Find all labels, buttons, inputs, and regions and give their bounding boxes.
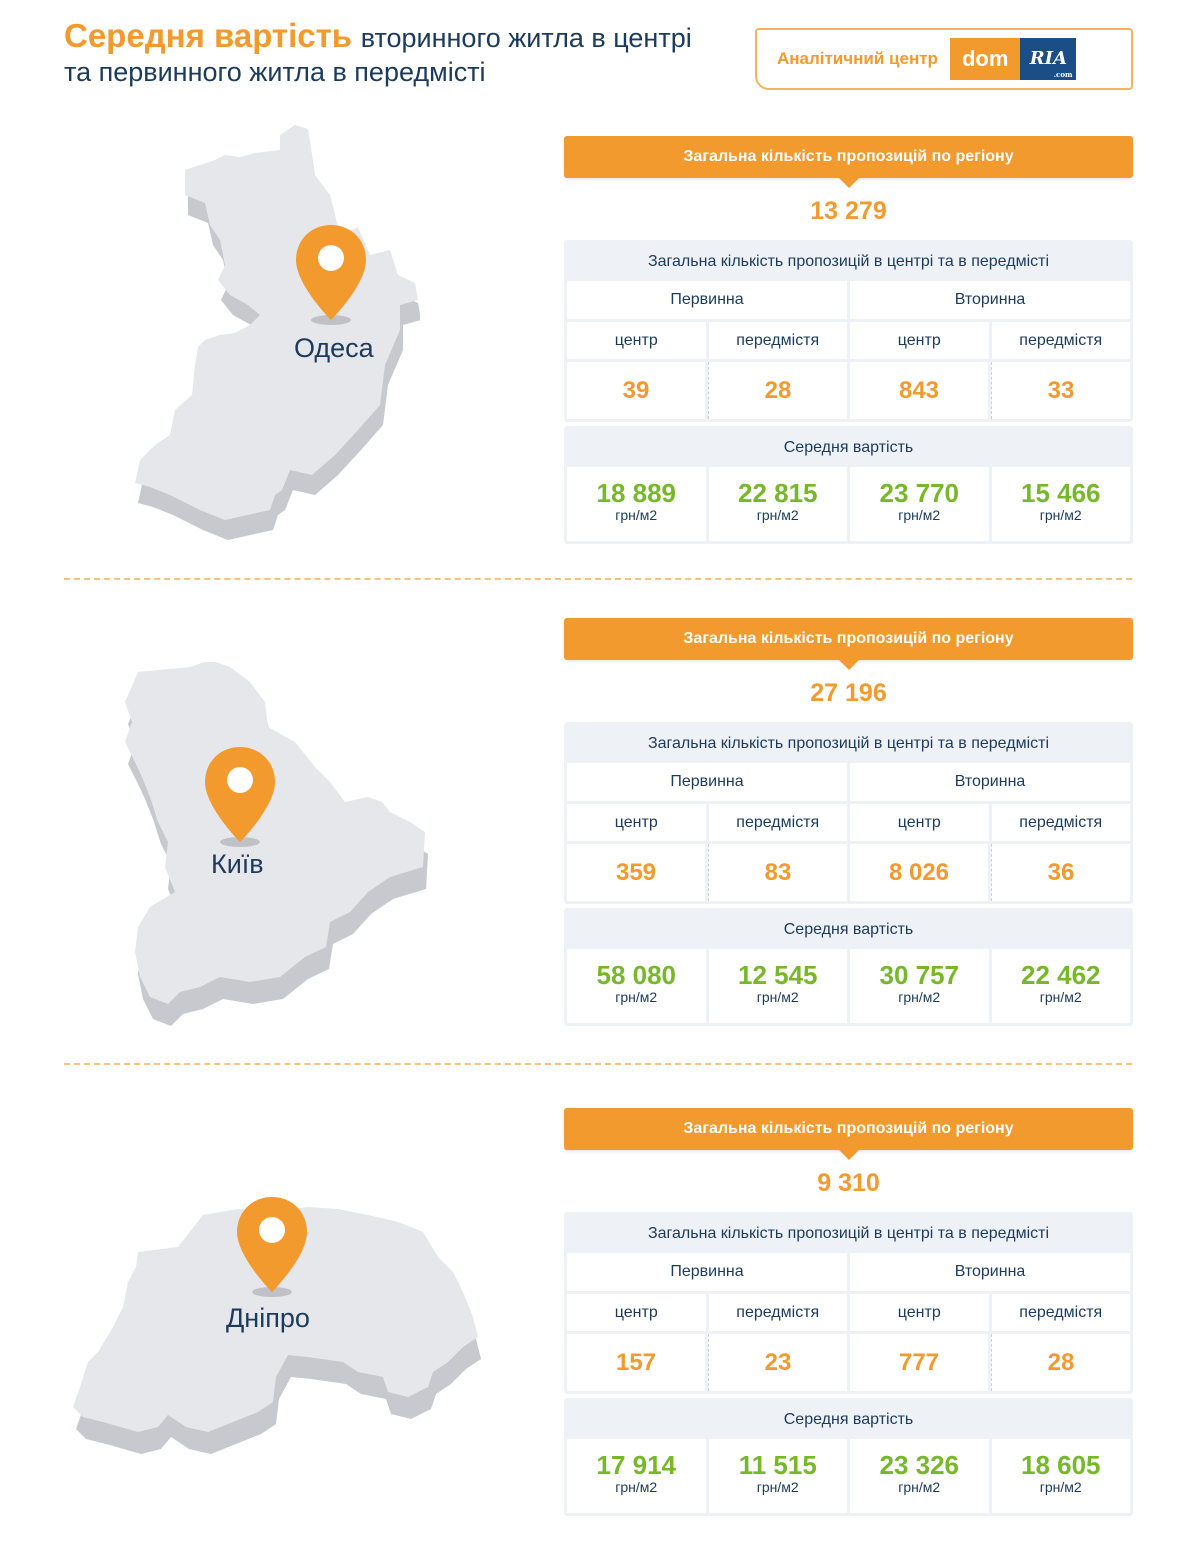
title-rest: вторинного житла в центрі bbox=[360, 23, 692, 53]
suburb-label: передмістя bbox=[709, 804, 848, 841]
secondary-header: Вторинна bbox=[850, 1253, 1130, 1291]
stats-panel bbox=[564, 136, 1133, 544]
price-cell bbox=[567, 1439, 706, 1513]
ria-sub: .com bbox=[1053, 70, 1073, 79]
region-total-header: Загальна кількість пропозицій по регіону bbox=[564, 618, 1133, 660]
price-unit: грн/м2 bbox=[1039, 1479, 1082, 1495]
price-unit: грн/м2 bbox=[898, 989, 941, 1005]
center-label: центр bbox=[567, 322, 706, 359]
brand-badge[interactable] bbox=[755, 28, 1133, 90]
section-dnipro bbox=[0, 1097, 1200, 1546]
section-divider bbox=[64, 578, 1132, 580]
dnipro-region-map bbox=[68, 1197, 488, 1542]
price-unit: грн/м2 bbox=[615, 989, 658, 1005]
price-cell bbox=[850, 467, 989, 541]
price-value: 30 757 bbox=[879, 960, 960, 990]
brand-label: Аналітичний центр bbox=[777, 49, 938, 68]
count-secondary-center: 843 bbox=[850, 362, 988, 419]
suburb-label: передмістя bbox=[992, 1294, 1131, 1331]
offers-table bbox=[564, 240, 1133, 422]
count-secondary-center: 8 026 bbox=[850, 844, 988, 901]
price-value: 58 080 bbox=[596, 960, 677, 990]
price-cell bbox=[567, 949, 706, 1023]
price-value: 18 605 bbox=[1020, 1450, 1101, 1480]
price-unit: грн/м2 bbox=[756, 1479, 799, 1495]
offers-table-title: Загальна кількість пропозицій в центрі та в передмісті bbox=[647, 735, 1049, 752]
price-unit: грн/м2 bbox=[615, 1479, 658, 1495]
secondary-header: Вторинна bbox=[850, 281, 1130, 319]
count-primary-suburb: 83 bbox=[708, 844, 847, 901]
price-value: 18 889 bbox=[596, 478, 677, 508]
region-total-value: 9 310 bbox=[817, 1169, 880, 1197]
price-unit: грн/м2 bbox=[756, 507, 799, 523]
count-secondary-suburb: 36 bbox=[991, 844, 1130, 901]
brand-dom-logo: dom bbox=[950, 38, 1020, 80]
count-primary-suburb: 28 bbox=[708, 362, 847, 419]
title-line-2: та первинного житла в передмісті bbox=[64, 57, 486, 87]
price-value: 12 545 bbox=[737, 960, 818, 990]
price-cell bbox=[992, 1439, 1131, 1513]
count-primary-center: 157 bbox=[567, 1334, 705, 1391]
suburb-label: передмістя bbox=[992, 804, 1131, 841]
kyiv-region-map bbox=[120, 662, 430, 1032]
price-cell bbox=[709, 949, 848, 1023]
price-cell bbox=[709, 467, 848, 541]
stats-panel bbox=[564, 618, 1133, 1026]
price-cell bbox=[992, 467, 1131, 541]
avg-price-title: Середня вартість bbox=[783, 921, 914, 938]
suburb-label: передмістя bbox=[992, 322, 1131, 359]
price-cell bbox=[567, 467, 706, 541]
primary-header: Первинна bbox=[567, 763, 847, 801]
center-label: центр bbox=[850, 1294, 989, 1331]
price-value: 11 515 bbox=[738, 1450, 817, 1480]
price-unit: грн/м2 bbox=[756, 989, 799, 1005]
price-value: 22 462 bbox=[1020, 960, 1101, 990]
avg-price-title: Середня вартість bbox=[783, 439, 914, 456]
price-value: 22 815 bbox=[737, 478, 818, 508]
count-secondary-center: 777 bbox=[850, 1334, 988, 1391]
center-label: центр bbox=[567, 804, 706, 841]
price-unit: грн/м2 bbox=[898, 1479, 941, 1495]
region-total-value: 27 196 bbox=[810, 679, 887, 707]
count-primary-center: 359 bbox=[567, 844, 705, 901]
price-cell bbox=[850, 949, 989, 1023]
price-value: 23 770 bbox=[879, 478, 960, 508]
center-label: центр bbox=[567, 1294, 706, 1331]
price-unit: грн/м2 bbox=[615, 507, 658, 523]
odesa-region-map bbox=[130, 125, 420, 545]
section-odesa bbox=[0, 125, 1200, 585]
brand-ria-logo bbox=[1020, 38, 1076, 80]
count-secondary-suburb: 28 bbox=[991, 1334, 1130, 1391]
region-total-header: Загальна кількість пропозицій по регіону bbox=[564, 1108, 1133, 1150]
region-total-value: 13 279 bbox=[810, 197, 887, 225]
center-label: центр bbox=[850, 804, 989, 841]
price-unit: грн/м2 bbox=[898, 507, 941, 523]
avg-price-table bbox=[564, 426, 1133, 544]
title-highlight: Середня вартість bbox=[64, 17, 353, 54]
section-divider bbox=[64, 1063, 1132, 1065]
secondary-header: Вторинна bbox=[850, 763, 1130, 801]
region-total-header: Загальна кількість пропозицій по регіону bbox=[564, 136, 1133, 178]
city-label: Одеса bbox=[294, 333, 374, 363]
price-value: 15 466 bbox=[1020, 478, 1101, 508]
offers-table bbox=[564, 722, 1133, 904]
ria-text: RIA bbox=[1029, 48, 1068, 69]
count-secondary-suburb: 33 bbox=[991, 362, 1130, 419]
suburb-label: передмістя bbox=[709, 322, 848, 359]
page-title bbox=[64, 18, 764, 56]
price-value: 23 326 bbox=[879, 1450, 960, 1480]
city-label: Київ bbox=[211, 849, 264, 879]
count-primary-center: 39 bbox=[567, 362, 705, 419]
price-cell bbox=[709, 1439, 848, 1513]
section-kyiv bbox=[0, 607, 1200, 1067]
avg-price-title: Середня вартість bbox=[783, 1411, 914, 1428]
price-value: 17 914 bbox=[596, 1450, 677, 1480]
page-header bbox=[64, 18, 764, 88]
price-cell bbox=[850, 1439, 989, 1513]
avg-price-table bbox=[564, 908, 1133, 1026]
offers-table-title: Загальна кількість пропозицій в центрі та в передмісті bbox=[647, 1225, 1049, 1242]
price-unit: грн/м2 bbox=[1039, 989, 1082, 1005]
price-cell bbox=[992, 949, 1131, 1023]
primary-header: Первинна bbox=[567, 281, 847, 319]
center-label: центр bbox=[850, 322, 989, 359]
stats-panel bbox=[564, 1108, 1133, 1516]
avg-price-table bbox=[564, 1398, 1133, 1516]
city-label: Дніпро bbox=[226, 1303, 310, 1333]
count-primary-suburb: 23 bbox=[708, 1334, 847, 1391]
primary-header: Первинна bbox=[567, 1253, 847, 1291]
price-unit: грн/м2 bbox=[1039, 507, 1082, 523]
offers-table-title: Загальна кількість пропозицій в центрі та в передмісті bbox=[647, 253, 1049, 270]
offers-table bbox=[564, 1212, 1133, 1394]
suburb-label: передмістя bbox=[709, 1294, 848, 1331]
